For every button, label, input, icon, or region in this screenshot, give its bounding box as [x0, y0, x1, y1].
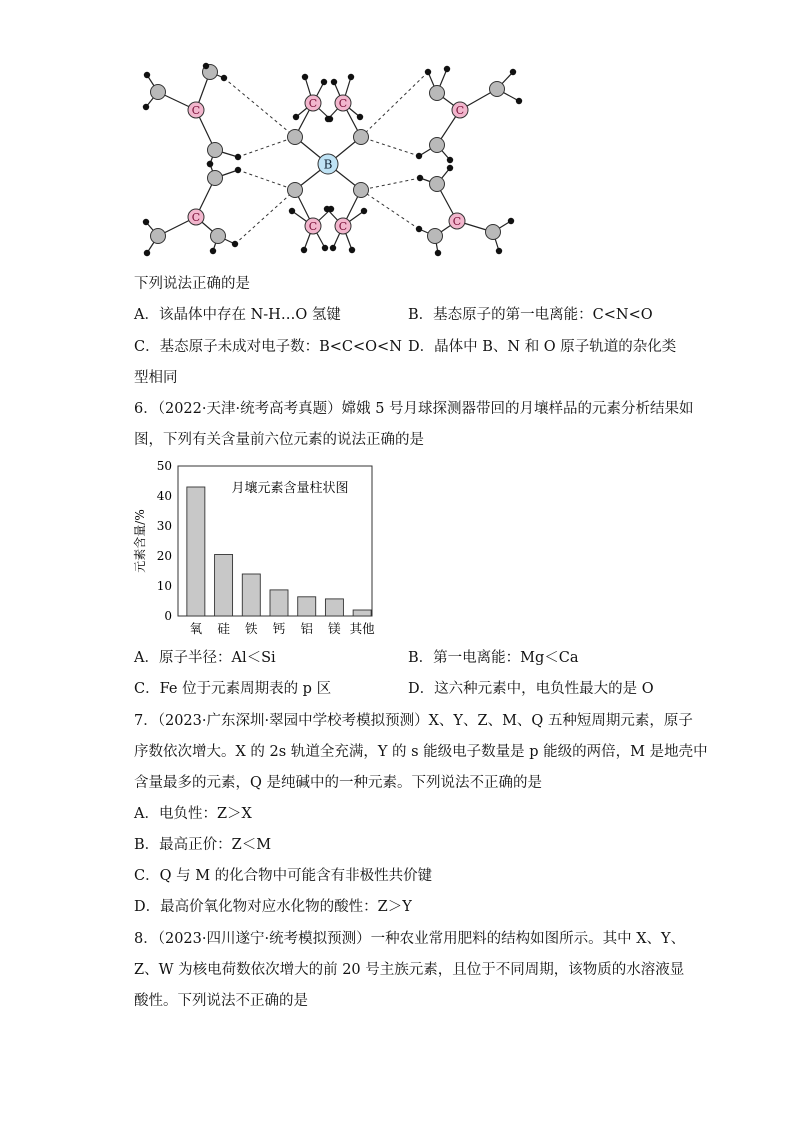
- hydrogen-atom: [207, 161, 213, 167]
- hydrogen-atom: [144, 250, 150, 256]
- hydrogen-atom: [210, 248, 216, 254]
- chart-x-labels: [190, 621, 376, 636]
- hydrogen-atom: [293, 114, 299, 120]
- gray-atom: [486, 225, 501, 240]
- hydrogen-atom: [289, 208, 295, 214]
- hydrogen-atom: [361, 208, 367, 214]
- q7-option-c[interactable]: C．Q 与 M 的化合物中可能含有非极性共价键: [134, 868, 433, 884]
- gray-atom: [208, 143, 223, 158]
- q7-stem-line2: 序数依次增大。X 的 2s 轨道全充满，Y 的 s 能级电子数量是 p 能级的两倍，M 是地壳中: [134, 744, 708, 760]
- hydrogen-atom: [144, 72, 150, 78]
- hydrogen-atom: [203, 63, 209, 69]
- chart-x-tick-label: 铁: [245, 621, 258, 636]
- hydrogen-atom: [348, 74, 354, 80]
- carbon-atom-label: C: [338, 97, 348, 110]
- chart-y-tick-label: 40: [156, 489, 172, 503]
- hydrogen-atom: [510, 69, 516, 75]
- q5-option-a[interactable]: A．该晶体中存在 N-H…O 氢键: [134, 307, 341, 323]
- carbon-atom-label: C: [455, 104, 465, 117]
- q6-option-c[interactable]: C．Fe 位于元素周期表的 p 区: [134, 681, 332, 697]
- chart-x-tick-label: 铝: [300, 621, 313, 636]
- carbon-atom-label: C: [191, 104, 201, 117]
- gray-atom: [430, 138, 445, 153]
- hydrogen-atom: [325, 116, 331, 122]
- carbon-atom-label: C: [308, 220, 318, 233]
- chart-title: 月壤元素含量柱状图: [231, 481, 349, 496]
- hydrogen-atom: [357, 114, 363, 120]
- q5-option-d[interactable]: D．晶体中 B、N 和 O 原子轨道的杂化类: [408, 339, 677, 355]
- gray-atom: [151, 85, 166, 100]
- chart-y-tick-label: 20: [156, 549, 172, 563]
- hydrogen-atom: [447, 157, 453, 163]
- q5-option-d-continued: 型相同: [134, 370, 178, 386]
- q6-option-d[interactable]: D．这六种元素中，电负性最大的是 O: [408, 681, 654, 697]
- hydrogen-atom: [301, 247, 307, 253]
- hydrogen-atom: [425, 69, 431, 75]
- hydrogen-atom: [417, 175, 423, 181]
- q6-option-a[interactable]: A．原子半径：Al＜Si: [134, 650, 276, 666]
- hydrogen-atom: [447, 165, 453, 171]
- hydrogen-atom: [416, 153, 422, 159]
- gray-atom: [288, 130, 303, 145]
- chart-y-tick-label: 30: [156, 519, 172, 533]
- hydrogen-atom: [302, 74, 308, 80]
- chart-x-tick-label: 硅: [217, 621, 230, 636]
- hydrogen-atom: [232, 241, 238, 247]
- gray-atom: [354, 130, 369, 145]
- chart-x-tick-label: 其他: [349, 621, 375, 636]
- hydrogen-atom: [349, 247, 355, 253]
- crystal-structure-diagram: [130, 60, 530, 260]
- hydrogen-atom: [324, 206, 330, 212]
- chart-x-tick-label: 镁: [328, 621, 341, 636]
- chart-bar-6: [353, 610, 371, 616]
- boron-atom-label: B: [323, 157, 333, 172]
- chart-y-ticks: [157, 459, 172, 623]
- carbon-atom-label: C: [191, 211, 201, 224]
- gray-atom: [354, 183, 369, 198]
- gray-atom: [430, 177, 445, 192]
- hydrogen-atom: [143, 104, 149, 110]
- q7-stem-line3: 含量最多的元素，Q 是纯碱中的一种元素。下列说法不正确的是: [134, 775, 542, 791]
- q8-stem-line2: Z、W 为核电荷数依次增大的前 20 号主族元素，且位于不同周期，该物质的水溶液显: [134, 962, 685, 978]
- carbon-atom-label: C: [452, 215, 462, 228]
- hydrogen-atom: [416, 226, 422, 232]
- hydrogen-atom: [444, 66, 450, 72]
- element-content-bar-chart: [128, 458, 378, 640]
- chart-y-tick-label: 0: [164, 609, 172, 623]
- chart-bar-4: [298, 597, 316, 616]
- gray-atom: [151, 229, 166, 244]
- hydrogen-atom: [331, 79, 337, 85]
- hydrogen-atom: [143, 219, 149, 225]
- hydrogen-atom: [435, 250, 441, 256]
- gray-atom: [288, 183, 303, 198]
- q5-option-c[interactable]: C．基态原子未成对电子数：B<C<O<N: [134, 339, 402, 355]
- q7-option-a[interactable]: A．电负性：Z＞X: [134, 806, 252, 822]
- chart-bar-5: [325, 599, 343, 616]
- chart-bar-1: [215, 555, 233, 617]
- hydrogen-atom: [221, 75, 227, 81]
- q6-stem-line1: 6．（2022·天津·统考高考真题）嫦娥 5 号月球探测器带回的月壤样品的元素分析结果如: [134, 401, 694, 417]
- q7-option-d[interactable]: D．最高价氧化物对应水化物的酸性：Z＞Y: [134, 899, 412, 915]
- hydrogen-atom: [235, 154, 241, 160]
- q8-stem-line3: 酸性。下列说法不正确的是: [134, 993, 308, 1009]
- gray-atom: [428, 229, 443, 244]
- carbon-atom-label: C: [308, 97, 318, 110]
- chart-y-tick-label: 10: [156, 579, 172, 593]
- gray-atom: [208, 171, 223, 186]
- chart-x-tick-label: 钙: [272, 621, 286, 636]
- hydrogen-atom: [496, 248, 502, 254]
- q6-option-b[interactable]: B．第一电离能：Mg＜Ca: [408, 650, 579, 666]
- hydrogen-atom: [508, 218, 514, 224]
- chart-bar-2: [242, 574, 260, 616]
- hydrogen-atom: [235, 167, 241, 173]
- q6-stem-line2: 图，下列有关含量前六位元素的说法正确的是: [134, 432, 424, 448]
- gray-atom: [211, 229, 226, 244]
- chart-x-tick-label: 氧: [189, 621, 203, 636]
- q7-option-b[interactable]: B．最高正价：Z＜M: [134, 837, 272, 853]
- q5-stem: 下列说法正确的是: [134, 276, 250, 292]
- carbon-atom-label: C: [338, 220, 348, 233]
- hydrogen-atom: [322, 245, 328, 251]
- q7-stem-line1: 7．（2023·广东深圳·翠园中学校考模拟预测）X、Y、Z、M、Q 五种短周期元素，原子: [134, 713, 693, 729]
- chart-y-tick-label: 50: [156, 459, 172, 473]
- gray-atom: [430, 86, 445, 101]
- q8-stem-line1: 8．（2023·四川遂宁·统考模拟预测）一种农业常用肥料的结构如图所示。其中 X、Y、: [134, 931, 686, 947]
- hydrogen-atom: [321, 79, 327, 85]
- q5-option-b[interactable]: B．基态原子的第一电离能：C<N<O: [408, 307, 653, 323]
- gray-atom: [490, 82, 505, 97]
- hydrogen-atom: [516, 98, 522, 104]
- chart-bar-3: [270, 590, 288, 616]
- molecule-atoms: [143, 63, 522, 256]
- chart-y-axis-label: 元素含量/%: [133, 509, 147, 573]
- hydrogen-atom: [330, 245, 336, 251]
- chart-bar-0: [187, 487, 205, 616]
